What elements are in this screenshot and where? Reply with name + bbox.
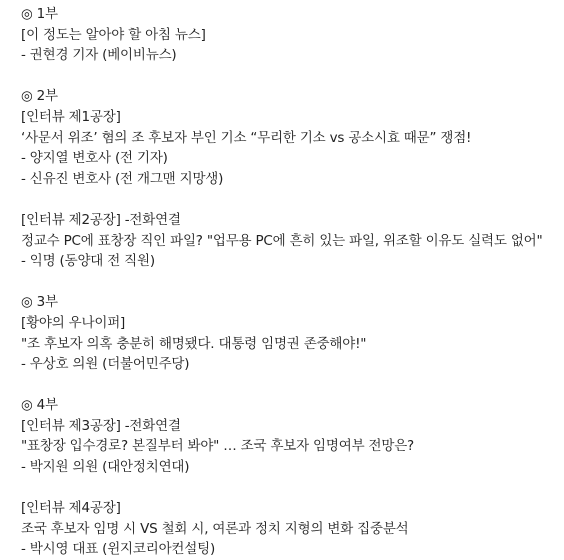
guest-line: - 익명 (동양대 전 직원): [21, 253, 155, 270]
section-part-4: [21, 395, 564, 477]
spacer: [21, 189, 564, 210]
segment-title: [인터뷰 제1공장]: [21, 108, 121, 125]
segment-topic: ‘사문서 위조’ 혐의 조 후보자 부인 기소 “무리한 기소 vs 공소시효 때문” 쟁점!: [21, 129, 472, 146]
guest-line: - 박지원 의원 (대안정치연대): [21, 459, 190, 476]
section-heading: ◎ 2부: [21, 88, 58, 105]
section-part-4-interview-4: [21, 498, 564, 560]
segment-title: [인터뷰 제4공장]: [21, 500, 121, 517]
guest-line: - 권현경 기자 (베이비뉴스): [21, 47, 177, 64]
guest-line: - 양지열 변호사 (전 기자): [21, 150, 168, 167]
spacer: [21, 375, 564, 396]
segment-topic: 정교수 PC에 표창장 직인 파일? "업무용 PC에 흔히 있는 파일, 위조할 이유도 실력도 없어": [21, 232, 543, 249]
section-heading: ◎ 3부: [21, 294, 58, 311]
guest-line: - 우상호 의원 (더불어민주당): [21, 356, 190, 373]
section-heading: ◎ 4부: [21, 397, 58, 414]
segment-title: [이 정도는 알아야 할 아침 뉴스]: [21, 26, 206, 43]
section-heading: ◎ 1부: [21, 6, 58, 22]
segment-title: [인터뷰 제2공장] -전화연결: [21, 211, 181, 228]
section-part-2: [21, 86, 564, 189]
guest-line: - 신유진 변호사 (전 개그맨 지망생): [21, 170, 224, 187]
guest-line: - 박시영 대표 (윈지코리아컨설팅): [21, 541, 216, 558]
segment-topic: 조국 후보자 임명 시 VS 철회 시, 여론과 정치 지형의 변화 집중분석: [21, 520, 409, 537]
spacer: [21, 66, 564, 87]
section-part-1: [21, 4, 564, 66]
section-part-2-interview-2: [21, 210, 564, 272]
segment-topic: "표창장 입수경로? 본질부터 봐야" … 조국 후보자 임명여부 전망은?: [21, 438, 415, 455]
segment-title: [인터뷰 제3공장] -전화연결: [21, 417, 181, 434]
segment-title: [황야의 우나이퍼]: [21, 314, 126, 331]
spacer: [21, 272, 564, 293]
section-part-3: [21, 292, 564, 374]
segment-topic: "조 후보자 의혹 충분히 해명됐다. 대통령 임명권 존중해야!": [21, 335, 367, 352]
spacer: [21, 478, 564, 499]
